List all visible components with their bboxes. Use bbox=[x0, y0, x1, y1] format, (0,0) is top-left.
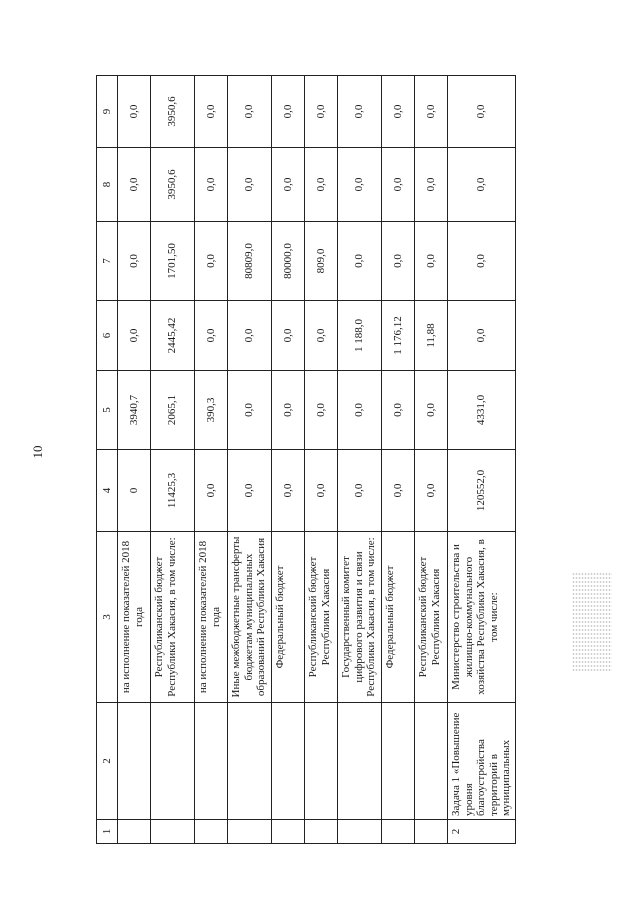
value-cell: 0,0 bbox=[448, 76, 516, 148]
value-cell: 0,0 bbox=[195, 148, 228, 222]
table-row bbox=[448, 76, 516, 844]
value-cell: 2445,42 bbox=[151, 301, 195, 371]
value-cell: 3940,7 bbox=[118, 371, 151, 450]
value-cell: 0,0 bbox=[415, 148, 448, 222]
value-cell: 80000,0 bbox=[272, 222, 305, 301]
row-label-cell: Республиканский бюджет Республики Хакасия bbox=[305, 532, 338, 703]
table-row bbox=[151, 76, 195, 844]
row-number-cell bbox=[228, 820, 272, 844]
header-cell: 4 bbox=[97, 450, 118, 532]
value-cell: 0,0 bbox=[448, 222, 516, 301]
value-cell: 11425,3 bbox=[151, 450, 195, 532]
row-number-cell bbox=[338, 820, 382, 844]
value-cell: 0,0 bbox=[272, 450, 305, 532]
value-cell: 0,0 bbox=[382, 222, 415, 301]
value-cell: 0,0 bbox=[305, 76, 338, 148]
value-cell: 0,0 bbox=[305, 371, 338, 450]
value-cell: 0,0 bbox=[118, 148, 151, 222]
row-number-cell bbox=[118, 820, 151, 844]
table-row bbox=[195, 76, 228, 844]
value-cell: 0,0 bbox=[272, 301, 305, 371]
row-label-cell: на исполнение показателей 2018 года bbox=[118, 532, 151, 703]
header-cell: 6 bbox=[97, 301, 118, 371]
value-cell: 1701,50 bbox=[151, 222, 195, 301]
row-label-cell: Республиканский бюджет Республики Хакасия bbox=[415, 532, 448, 703]
table-row bbox=[228, 76, 272, 844]
header-cell: 9 bbox=[97, 76, 118, 148]
task-cell bbox=[151, 703, 195, 820]
header-cell: 7 bbox=[97, 222, 118, 301]
value-cell: 0,0 bbox=[195, 222, 228, 301]
value-cell: 0,0 bbox=[448, 148, 516, 222]
value-cell: 0,0 bbox=[415, 450, 448, 532]
task-cell: Задача 1 «Повышение уровня благоустройства территорий в муниципальных bbox=[448, 703, 516, 820]
value-cell: 4331,0 bbox=[448, 371, 516, 450]
row-number-cell: 2 bbox=[448, 820, 516, 844]
row-number-cell bbox=[272, 820, 305, 844]
task-cell bbox=[118, 703, 151, 820]
header-cell: 2 bbox=[97, 703, 118, 820]
header-cell: 3 bbox=[97, 532, 118, 703]
header-cell: 5 bbox=[97, 371, 118, 450]
value-cell: 0,0 bbox=[448, 301, 516, 371]
task-cell bbox=[305, 703, 338, 820]
table-row bbox=[415, 76, 448, 844]
value-cell: 0,0 bbox=[338, 222, 382, 301]
row-number-cell bbox=[195, 820, 228, 844]
value-cell: 0,0 bbox=[382, 371, 415, 450]
value-cell: 0,0 bbox=[415, 371, 448, 450]
value-cell: 0,0 bbox=[118, 76, 151, 148]
row-label-cell: Республиканский бюджет Республики Хакасия, в том числе: bbox=[151, 532, 195, 703]
row-label-cell: Федеральный бюджет bbox=[272, 532, 305, 703]
scan-mark bbox=[572, 572, 612, 672]
value-cell: 0,0 bbox=[272, 148, 305, 222]
value-cell: 0,0 bbox=[272, 371, 305, 450]
row-label-cell: Иные межбюджетные трансферты бюджетам муниципальных образований Республики Хакасия bbox=[228, 532, 272, 703]
value-cell: 0,0 bbox=[415, 76, 448, 148]
task-cell bbox=[195, 703, 228, 820]
value-cell: 0,0 bbox=[118, 301, 151, 371]
row-number-cell bbox=[151, 820, 195, 844]
value-cell: 0,0 bbox=[415, 222, 448, 301]
value-cell: 0,0 bbox=[338, 371, 382, 450]
value-cell: 0,0 bbox=[382, 450, 415, 532]
value-cell: 0,0 bbox=[338, 450, 382, 532]
value-cell: 11,88 bbox=[415, 301, 448, 371]
page-number: 10 bbox=[30, 445, 45, 459]
budget-table bbox=[96, 75, 516, 844]
value-cell: 0,0 bbox=[228, 371, 272, 450]
value-cell: 0,0 bbox=[195, 76, 228, 148]
value-cell: 80809,0 bbox=[228, 222, 272, 301]
value-cell: 0,0 bbox=[228, 148, 272, 222]
table-row bbox=[272, 76, 305, 844]
row-label-cell: Государственный комитет цифрового развития и связи Республики Хакасия, в том числе: bbox=[338, 532, 382, 703]
value-cell: 0,0 bbox=[338, 76, 382, 148]
table-row bbox=[118, 76, 151, 844]
table-row bbox=[382, 76, 415, 844]
value-cell: 0,0 bbox=[195, 450, 228, 532]
header-cell: 1 bbox=[97, 820, 118, 844]
value-cell: 120552,0 bbox=[448, 450, 516, 532]
row-number-cell bbox=[305, 820, 338, 844]
value-cell: 0 bbox=[118, 450, 151, 532]
value-cell: 1 188,0 bbox=[338, 301, 382, 371]
row-number-cell bbox=[382, 820, 415, 844]
rotated-table-container bbox=[96, 76, 528, 844]
value-cell: 390,3 bbox=[195, 371, 228, 450]
task-cell bbox=[228, 703, 272, 820]
value-cell: 3950,6 bbox=[151, 76, 195, 148]
value-cell: 3950,6 bbox=[151, 148, 195, 222]
value-cell: 0,0 bbox=[305, 301, 338, 371]
task-cell bbox=[338, 703, 382, 820]
value-cell: 0,0 bbox=[272, 76, 305, 148]
task-cell bbox=[382, 703, 415, 820]
value-cell: 0,0 bbox=[382, 148, 415, 222]
row-label-cell: Министерство строительства и жилищно-коммунального хозяйства Республики Хакасия, в том числе: bbox=[448, 532, 516, 703]
table-row bbox=[338, 76, 382, 844]
value-cell: 809,0 bbox=[305, 222, 338, 301]
value-cell: 0,0 bbox=[195, 301, 228, 371]
value-cell: 0,0 bbox=[305, 450, 338, 532]
table-row bbox=[305, 76, 338, 844]
value-cell: 0,0 bbox=[118, 222, 151, 301]
value-cell: 0,0 bbox=[228, 301, 272, 371]
value-cell: 0,0 bbox=[382, 76, 415, 148]
value-cell: 1 176,12 bbox=[382, 301, 415, 371]
task-cell bbox=[415, 703, 448, 820]
value-cell: 0,0 bbox=[228, 450, 272, 532]
task-cell bbox=[272, 703, 305, 820]
value-cell: 0,0 bbox=[228, 76, 272, 148]
row-number-cell bbox=[415, 820, 448, 844]
header-cell: 8 bbox=[97, 148, 118, 222]
value-cell: 0,0 bbox=[305, 148, 338, 222]
value-cell: 2065,1 bbox=[151, 371, 195, 450]
value-cell: 0,0 bbox=[338, 148, 382, 222]
row-label-cell: Федеральный бюджет bbox=[382, 532, 415, 703]
table-header-row bbox=[97, 76, 118, 844]
row-label-cell: на исполнение показателей 2018 года bbox=[195, 532, 228, 703]
